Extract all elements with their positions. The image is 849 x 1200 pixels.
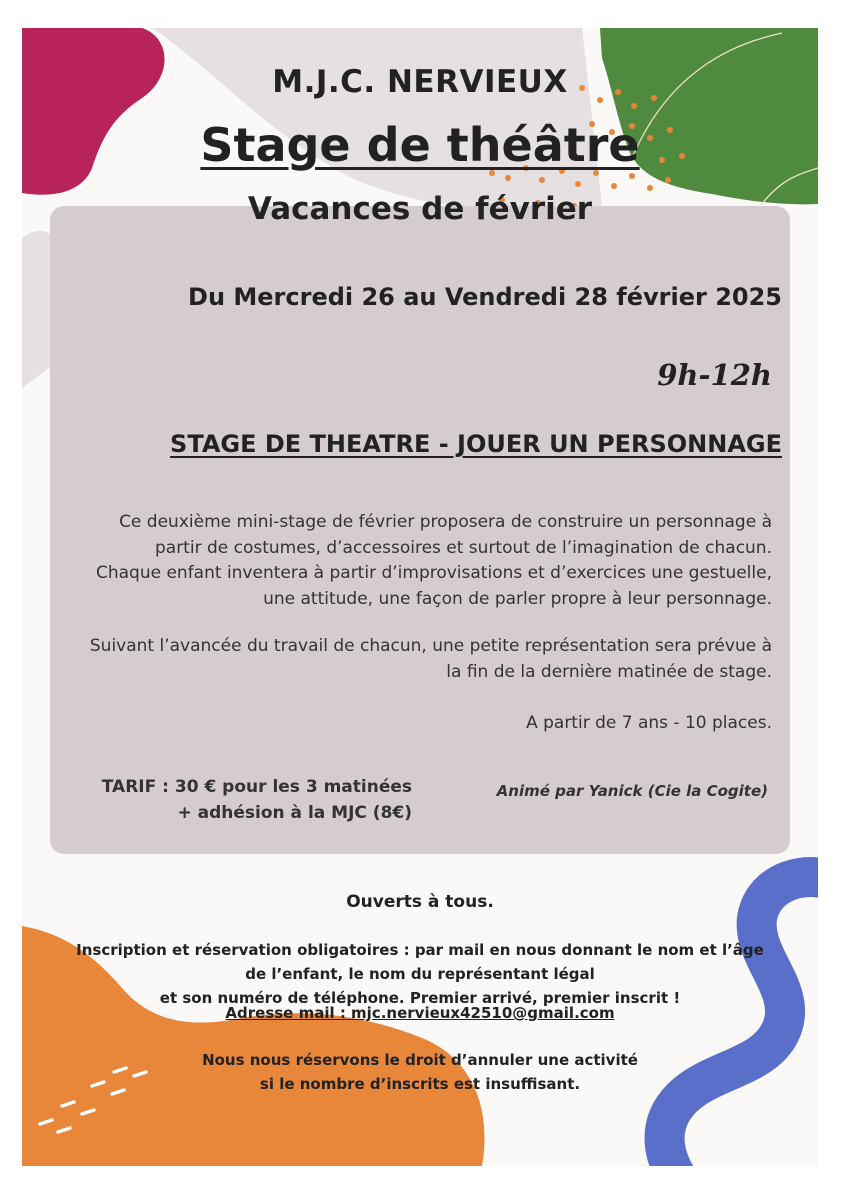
email-address[interactable] [22, 1004, 818, 1022]
organization-name: M.J.C. NERVIEUX [272, 64, 568, 100]
page-title [22, 118, 818, 172]
text-line: Nous nous réservons le droit d’annuler une activité [202, 1051, 638, 1069]
description-paragraph-2 [62, 634, 772, 685]
email-link[interactable]: Adresse mail : mjc.nervieux42510@gmail.com [225, 1004, 615, 1022]
pricing-line: + adhésion à la MJC (8€) [177, 803, 412, 823]
page-title-text: Stage de théâtre [200, 118, 640, 172]
animator-credit: Animé par Yanick (Cie la Cogite) [496, 782, 768, 800]
text-line: si le nombre d’inscrits est insuffisant. [259, 1075, 581, 1093]
text-line: Chaque enfant inventera à partir d’improvisations et d’exercices une gestuelle, [95, 563, 772, 583]
text-line: la fin de la dernière matinée de stage. [446, 661, 772, 682]
description-paragraph-1 [62, 510, 772, 612]
registration-info [22, 938, 818, 1010]
text-line: une attitude, une façon de parler propre à leur personnage. [263, 588, 772, 609]
section-heading [102, 430, 782, 458]
open-to-all: Ouverts à tous. [346, 892, 494, 912]
pricing [62, 774, 412, 826]
cancellation-note [22, 1048, 818, 1096]
poster [22, 28, 818, 1166]
text-line: Inscription et réservation obligatoires : par mail en nous donnant le nom et l’âge [76, 941, 764, 959]
text-line: de l’enfant, le nom du représentant légal [245, 965, 595, 983]
text-line: Suivant l’avancée du travail de chacun, une petite représentation sera prévue à [89, 636, 772, 656]
section-heading-text: STAGE DE THEATRE - JOUER UN PERSONNAGE [170, 430, 782, 458]
event-dates: Du Mercredi 26 au Vendredi 28 février 2025 [188, 283, 782, 311]
pricing-line: TARIF : 30 € pour les 3 matinées [101, 777, 412, 797]
text-line: Ce deuxième mini-stage de février proposera de construire un personnage à [119, 512, 772, 532]
text-line: et son numéro de téléphone. Premier arrivé, premier inscrit ! [159, 989, 681, 1007]
subtitle: Vacances de février [247, 191, 593, 227]
age-places: A partir de 7 ans - 10 places. [526, 713, 772, 733]
text-line: partir de costumes, d’accessoires et surtout de l’imagination de chacun. [154, 537, 772, 558]
event-hours: 9h-12h [657, 358, 772, 392]
